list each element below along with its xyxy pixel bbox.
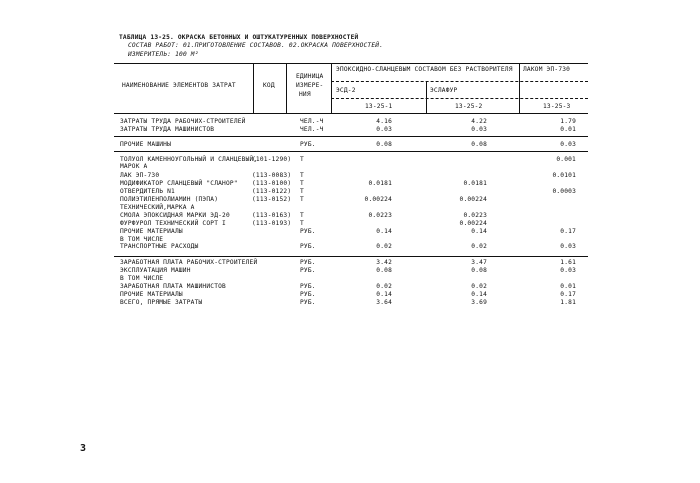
row-value-13-25-3: 0.001 — [556, 156, 576, 163]
column-code-header: КОД — [263, 82, 275, 89]
row-unit: РУБ. — [300, 228, 316, 235]
row-unit: ЧЕЛ.-Ч — [300, 118, 324, 125]
row-name: ЭКСПЛУАТАЦИЯ МАШИН — [120, 267, 191, 274]
group-epoxy-header: ЭПОКСИДНО-СЛАНЦЕВЫМ СОСТАВОМ БЕЗ РАСТВОРИТЕЛЯ — [336, 66, 513, 73]
row-name: ЗАТРАТЫ ТРУДА МАШИНИСТОВ — [120, 126, 215, 133]
row-value-13-25-3: 1.61 — [560, 259, 576, 266]
divider-unit-values — [331, 63, 332, 114]
work-composition: СОСТАВ РАБОТ: 01.ПРИГОТОВЛЕНИЕ СОСТАВОВ. 02.ОКРАСКА ПОВЕРХНОСТЕЙ. — [128, 42, 384, 49]
row-value-13-25-2: 0.00224 — [459, 220, 487, 227]
row-value-13-25-1: 0.14 — [376, 291, 392, 298]
column-unit-header-3: НИЯ — [299, 91, 311, 98]
row-unit: РУБ. — [300, 259, 316, 266]
row-value-13-25-2: 0.02 — [471, 243, 487, 250]
row-code: (113-0193) — [252, 220, 292, 227]
row-value-13-25-2: 0.14 — [471, 228, 487, 235]
row-value-13-25-3: 0.01 — [560, 126, 576, 133]
row-unit: Т — [300, 220, 304, 227]
row-name: ФУРФУРОЛ ТЕХНИЧЕСКИЙ СОРТ I — [120, 220, 226, 227]
column-unit-header-2: ИЗМЕРЕ- — [296, 82, 324, 89]
row-value-13-25-1: 3.64 — [376, 299, 392, 306]
row-value-13-25-3: 0.03 — [560, 141, 576, 148]
column-name-header: НАИМЕНОВАНИЕ ЭЛЕМЕНТОВ ЗАТРАТ — [122, 82, 236, 89]
row-unit: РУБ. — [300, 267, 316, 274]
row-name: СМОЛА ЭПОКСИДНАЯ МАРКИ ЭД-20 — [120, 212, 230, 219]
row-value-13-25-3: 0.01 — [560, 283, 576, 290]
row-value-13-25-1: 0.03 — [376, 126, 392, 133]
body-rule-3 — [114, 256, 588, 257]
row-value-13-25-1: 4.16 — [376, 118, 392, 125]
table-title: ТАБЛИЦА 13-25. ОКРАСКА БЕТОННЫХ И ОШТУКАТУРЕННЫХ ПОВЕРХНОСТЕЙ — [119, 34, 359, 41]
row-name: ОТВЕРДИТЕЛЬ N1 — [120, 188, 175, 195]
row-code: (113-0100) — [252, 180, 292, 187]
row-value-13-25-3: 0.17 — [560, 228, 576, 235]
sub-code-rule — [331, 98, 588, 99]
row-name: ЗАТРАТЫ ТРУДА РАБОЧИХ-СТРОИТЕЛЕЙ — [120, 118, 246, 125]
row-unit: Т — [300, 180, 304, 187]
row-value-13-25-3: 0.0101 — [552, 172, 576, 179]
row-name: ПРОЧИЕ МАТЕРИАЛЫ — [120, 228, 183, 235]
row-value-13-25-2: 4.22 — [471, 118, 487, 125]
row-unit: Т — [300, 196, 304, 203]
column-unit-header-1: ЕДИНИЦА — [296, 73, 324, 80]
row-unit: Т — [300, 212, 304, 219]
row-unit: Т — [300, 172, 304, 179]
row-name: В ТОМ ЧИСЛЕ — [120, 236, 164, 243]
group-sub-rule — [331, 81, 588, 82]
row-value-13-25-3: 0.17 — [560, 291, 576, 298]
row-value-13-25-3: 0.03 — [560, 267, 576, 274]
row-value-13-25-2: 0.08 — [471, 267, 487, 274]
divider-group-lacquer — [519, 63, 520, 114]
body-rule-1 — [114, 136, 588, 137]
row-name: ПОЛИЭТИЛЕНПОЛИАМИН (ПЭПА) — [120, 196, 219, 203]
code-13-25-1: 13-25-1 — [365, 103, 393, 110]
row-value-13-25-1: 0.08 — [376, 267, 392, 274]
row-unit: Т — [300, 188, 304, 195]
row-name: ТРАНСПОРТНЫЕ РАСХОДЫ — [120, 243, 199, 250]
body-rule-2 — [114, 151, 588, 152]
sub-esd-header: ЭСД-2 — [336, 87, 356, 94]
row-name: В ТОМ ЧИСЛЕ — [120, 275, 164, 282]
row-value-13-25-2: 0.0181 — [463, 180, 487, 187]
row-unit: РУБ. — [300, 283, 316, 290]
row-value-13-25-2: 3.47 — [471, 259, 487, 266]
row-value-13-25-3: 1.81 — [560, 299, 576, 306]
row-code: (101-1290) — [252, 156, 292, 163]
row-unit: РУБ. — [300, 299, 316, 306]
row-value-13-25-3: 0.03 — [560, 243, 576, 250]
row-name: ПРОЧИЕ МАШИНЫ — [120, 141, 172, 148]
row-value-13-25-2: 0.14 — [471, 291, 487, 298]
sub-eslafur-header: ЭСЛАФУР — [430, 87, 458, 94]
row-name: ЛАК ЭП-730 — [120, 172, 160, 179]
row-value-13-25-2: 0.08 — [471, 141, 487, 148]
row-name: ТЕХНИЧЕСКИЙ,МАРКА А — [120, 204, 195, 211]
row-value-13-25-1: 0.02 — [376, 283, 392, 290]
header-bottom-rule — [114, 113, 588, 114]
code-13-25-2: 13-25-2 — [455, 103, 483, 110]
row-name: ВСЕГО, ПРЯМЫЕ ЗАТРАТЫ — [120, 299, 203, 306]
row-name: ЗАРАБОТНАЯ ПЛАТА РАБОЧИХ-СТРОИТЕЛЕЙ — [120, 259, 258, 266]
row-value-13-25-2: 0.03 — [471, 126, 487, 133]
row-value-13-25-1: 0.00224 — [364, 196, 392, 203]
row-value-13-25-2: 0.02 — [471, 283, 487, 290]
row-value-13-25-2: 0.00224 — [459, 196, 487, 203]
row-unit: ЧЕЛ.-Ч — [300, 126, 324, 133]
page-number: 3 — [80, 443, 87, 454]
divider-code-unit — [286, 63, 287, 114]
row-value-13-25-1: 3.42 — [376, 259, 392, 266]
row-unit: РУБ. — [300, 291, 316, 298]
row-code: (113-0083) — [252, 172, 292, 179]
row-unit: Т — [300, 156, 304, 163]
row-code: (113-0163) — [252, 212, 292, 219]
row-value-13-25-1: 0.0223 — [368, 212, 392, 219]
row-value-13-25-1: 0.08 — [376, 141, 392, 148]
row-unit: РУБ. — [300, 243, 316, 250]
row-value-13-25-2: 0.0223 — [463, 212, 487, 219]
row-value-13-25-1: 0.02 — [376, 243, 392, 250]
row-unit: РУБ. — [300, 141, 316, 148]
row-name: МАРОК А — [120, 163, 148, 170]
row-value-13-25-2: 3.69 — [471, 299, 487, 306]
row-name: ПРОЧИЕ МАТЕРИАЛЫ — [120, 291, 183, 298]
row-name: ТОЛУОЛ КАМЕННОУГОЛЬНЫЙ И СЛАНЦЕВЫЙ, — [120, 156, 258, 163]
code-13-25-3: 13-25-3 — [543, 103, 571, 110]
table-top-rule — [114, 63, 588, 64]
row-value-13-25-1: 0.14 — [376, 228, 392, 235]
row-code: (113-0122) — [252, 188, 292, 195]
row-name: ЗАРАБОТНАЯ ПЛАТА МАШИНИСТОВ — [120, 283, 226, 290]
row-value-13-25-3: 0.0003 — [552, 188, 576, 195]
measure-unit: ИЗМЕРИТЕЛЬ: 100 М² — [128, 51, 199, 58]
group-lacquer-header: ЛАКОМ ЭП-730 — [523, 66, 571, 73]
row-value-13-25-3: 1.79 — [560, 118, 576, 125]
row-code: (113-0152) — [252, 196, 292, 203]
row-name: МОДИФИКАТОР СЛАНЦЕВЫЙ "СЛАНОР" — [120, 180, 238, 187]
row-value-13-25-1: 0.0181 — [368, 180, 392, 187]
divider-name-code — [253, 63, 254, 114]
